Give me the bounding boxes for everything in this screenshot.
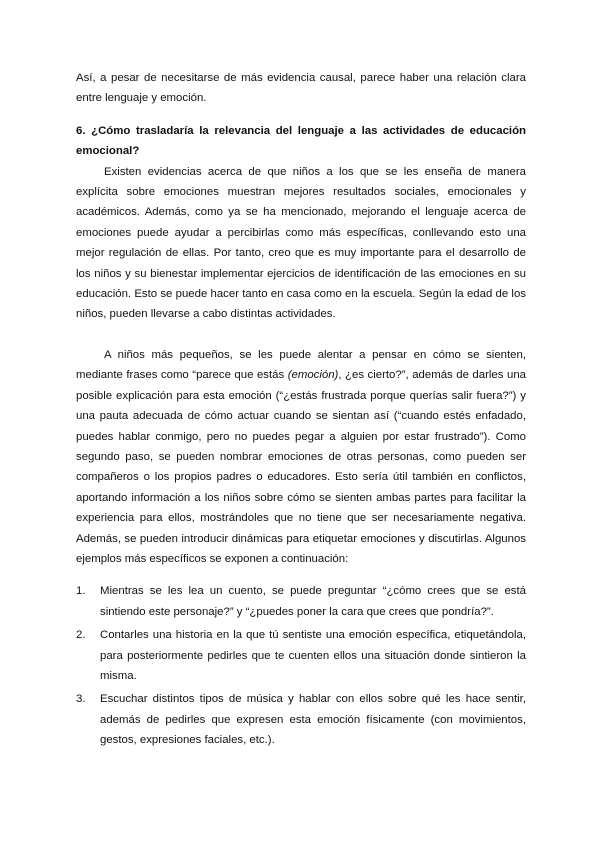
intro-paragraph: Así, a pesar de necesitarse de más evidencia causal, parece haber una relación clara entre lenguaje y emoción. (76, 72, 526, 105)
list-item-number: 1. (76, 585, 86, 598)
list-item-text: Escuchar distintos tipos de música y hablar con ellos sobre qué les hace sentir, además de pedirles que expresen esta emoción físicamente (con movimientos, gestos, expresiones faciales, etc.). (100, 693, 526, 747)
examples-list (76, 581, 526, 750)
paragraph-2-text-end: , ¿es cierto?”, además de darles una posible explicación para esta emoción (“¿estás frustrada porque querías salir fuera?”) y una pauta adecuada de cómo actuar cuando se sientan así (“cuando estés enfadado, puedes hablar conmigo, pero no puedes pegar a alguien por estar frustrado”). Como segundo paso, se pueden nombrar emociones de otras personas, como pueden ser compañeros o los propios padres o educadores. Esto sería útil también en conflictos, aportando información a los niños sobre cómo se sienten ambas partes para facilitar la experiencia para ellos, mostrándoles que no tiene que ser necesariamente negativa. Además, se pueden introducir dinámicas para etiquetar emociones y discutirlas. Algunos ejemplos más específicos se exponen a continuación: (76, 369, 526, 565)
paragraph-2-italic-emotion: (emoción) (287, 369, 339, 382)
document-page (76, 68, 526, 754)
list-item (76, 625, 526, 686)
section-paragraph-2 (76, 345, 526, 569)
paragraph-spacer (76, 325, 526, 345)
list-item-number: 2. (76, 629, 86, 642)
section-heading: 6. ¿Cómo trasladaría la relevancia del lenguaje a las actividades de educación emocional? (76, 124, 526, 158)
section-paragraph-1: Existen evidencias acerca de que niños a los que se les enseña de manera explícita sobre emociones muestran mejores resultados sociales, emocionales y académicos. Además, como ya se ha mencionado, mejorando el lenguaje acerca de emociones puede ayudar a percibirlas como más específicas, conllevando esto una mejor regulación de ellas. Por tanto, creo que es muy importante para el desarrollo de los niños y su bienestar implementar ejercicios de identificación de las emociones en su educación. Esto se puede hacer tanto en casa como en la escuela. Según la edad de los niños, pueden llevarse a cabo distintas actividades. (76, 165, 526, 321)
list-item (76, 581, 526, 622)
list-item-text: Mientras se les lea un cuento, se puede preguntar “¿cómo crees que se está sintiendo este personaje?” y “¿puedes poner la cara que crees que pondría?”. (100, 585, 526, 618)
list-item-number: 3. (76, 693, 86, 706)
list-item (76, 689, 526, 750)
paragraph-2-text-start: A niños más pequeños, se les puede alentar a pensar en cómo se sienten, mediante frases como “parece que estás (76, 348, 526, 382)
list-item-text: Contarles una historia en la que tú sentiste una emoción específica, etiquetándola, para posteriormente pedirles que te cuenten ellos una situación donde sintieron la misma. (100, 629, 526, 682)
